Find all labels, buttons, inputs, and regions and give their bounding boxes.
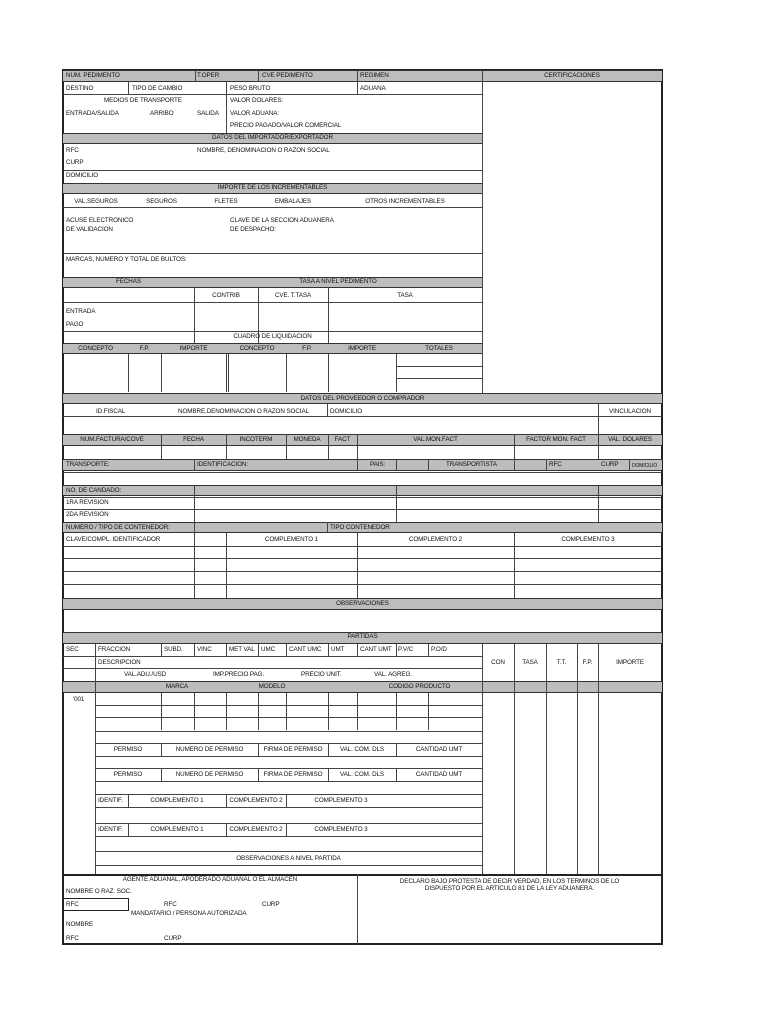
certificaciones-label: CERTIFICACIONES [544, 72, 600, 79]
sec-label: SEC [66, 646, 79, 653]
2da-revision-label: 2DA REVISION [66, 511, 109, 518]
nombre-raz-label: NOMBRE O RAZ. SOC. [66, 888, 132, 895]
mandatario-label: MANDATARIO / PERSONA AUTORIZADA [131, 910, 247, 917]
candado-bar [63, 485, 662, 496]
liquidacion-title: CUADRO DE LIQUIDACION [233, 333, 312, 340]
num-permiso-label-2: NUMERO DE PERMISO [175, 771, 244, 778]
no-candado-label: NO. DE CANDADO: [66, 487, 122, 494]
identif-label-2: IDENTIF. [98, 826, 123, 833]
tt-label: T.T. [556, 659, 567, 666]
proveedor-domicilio-label: DOMICILIO [330, 408, 362, 415]
liq-importe-2: IMPORTE [348, 345, 376, 352]
liq-concepto-2: CONCEPTO [239, 345, 275, 352]
fact-label: FACT [334, 436, 351, 443]
fecha-label: FECHA [183, 436, 204, 443]
acuse-label-2: DE VALIDACION [66, 226, 113, 233]
identificacion-label: IDENTIFICACION: [197, 461, 248, 468]
transporte-label: TRANSPORTE: [66, 461, 110, 468]
medios-transporte-label: MEDIOS DE TRANSPORTE [104, 97, 182, 104]
permiso-label-1: PERMISO [113, 746, 143, 753]
fechas-title: FECHAS [116, 278, 141, 285]
footer-rfc-3: RFC [66, 935, 79, 942]
incoterm-label: INCOTERM [239, 436, 273, 443]
clave-seccion-label-2: DE DESPACHO: [230, 226, 276, 233]
otros-incrementables-label: OTROS INCREMENTABLES [365, 198, 445, 205]
partidas-title: PARTIDAS [347, 633, 378, 640]
footer-curp-1: CURP [262, 901, 280, 908]
importe-partida-label: IMPORTE [616, 659, 644, 666]
umt-label: UMT [331, 646, 345, 653]
tasa-partida-label: TASA [522, 659, 538, 666]
importador-curp-label: CURP [66, 159, 84, 166]
contrib-label: CONTRIB [212, 292, 240, 299]
subd-label: SUBD. [164, 646, 183, 653]
importador-title: DATOS DEL IMPORTADOR/EXPORTADOR [212, 134, 333, 141]
descripcion-label: DESCRIPCION [98, 659, 141, 666]
tipo-contenedor-label: TIPO CONTENEDOR [330, 524, 390, 531]
tasa-nivel-title: TASA A NIVEL PEDIMENTO [299, 278, 377, 285]
obs-partida-label: OBSERVACIONES A NIVEL PARTIDA [236, 855, 341, 862]
pais-label: PAIS: [370, 461, 386, 468]
val-dolares-label: VAL. DOLARES [608, 436, 652, 443]
precio-pagado-label: PRECIO PAGADO/VALOR COMERCIAL [230, 122, 342, 129]
liq-fp-1: F.P. [139, 345, 150, 352]
partida-complemento-3-a: COMPLEMENTO 3 [314, 797, 368, 804]
factor-mon-label: FACTOR MON. FACT [526, 436, 586, 443]
contenedor-label: NUMERO / TIPO DE CONTENEDOR: [66, 524, 170, 531]
partida-complemento-2-b: COMPLEMENTO 2 [229, 826, 283, 833]
importador-rfc-label: RFC [66, 147, 79, 154]
num-permiso-label-1: NUMERO DE PERMISO [175, 746, 244, 753]
val-com-label-2: VAL. COM. DLS [339, 771, 385, 778]
acuse-label-1: ACUSE ELECTRONICO [66, 217, 134, 224]
val-seguros-label: VAL.SEGUROS [74, 198, 118, 205]
importador-nombre-label: NOMBRE, DENOMINACION O RAZON SOCIAL [197, 147, 330, 154]
footer-nombre: NOMBRE [66, 921, 94, 928]
tasa-label: TASA [397, 292, 413, 299]
val-adu-label: VAL.ADU./USD [124, 671, 167, 678]
fp-partida-label: F.P. [582, 659, 593, 666]
arribo-label: ARRIBO [150, 110, 174, 117]
vinculacion-label: VINCULACION [609, 408, 651, 415]
met-val-label: MET VAL [229, 646, 255, 653]
permiso-label-2: PERMISO [113, 771, 143, 778]
cve-pedimento-label: CVE PEDIMENTO [262, 72, 313, 79]
precio-unit-label: PRECIO UNIT. [301, 671, 342, 678]
liq-concepto-1: CONCEPTO [78, 345, 113, 352]
destino-label: DESTINO [66, 85, 94, 92]
clave-seccion-label-1: CLAVE DE LA SECCION ADUANERA [230, 217, 334, 224]
pago-label: PAGO [66, 321, 84, 328]
liq-importe-1: IMPORTE [179, 345, 208, 352]
footer-rfc-1: RFC [66, 901, 79, 908]
transporte-rfc-label: RFC [549, 461, 562, 468]
footer-curp-2: CURP [164, 935, 182, 942]
marca-label: MARCA [165, 683, 189, 690]
transporte-curp-label: CURP [601, 461, 619, 468]
partida-complemento-1-a: COMPLEMENTO 1 [150, 797, 204, 804]
importador-domicilio-label: DOMICILIO [66, 172, 98, 179]
imp-precio-label: IMP.PRECIO PAG. [213, 671, 265, 678]
umc-label: UMC [261, 646, 276, 653]
val-agreg-label: VAL. AGREG. [374, 671, 412, 678]
partida-complemento-3-b: COMPLEMENTO 3 [314, 826, 368, 833]
salida-label: SALIDA [197, 110, 219, 117]
num-pedimento-label: NUM. PEDIMENTO [66, 72, 120, 79]
proveedor-nombre-label: NOMBRE,DENOMINACION O RAZON SOCIAL [178, 408, 309, 415]
transporte-bar [63, 459, 662, 471]
valor-dolares-label: VALOR DOLARES: [230, 97, 284, 104]
val-com-label-1: VAL. COM. DLS [339, 746, 385, 753]
footer-rfc-2: RFC [164, 901, 177, 908]
proveedor-title: DATOS DEL PROVEEDOR O COMPRADOR [300, 395, 425, 402]
fletes-label: FLETES [214, 198, 238, 205]
con-label: CON [491, 659, 505, 666]
declaro-line-1: DECLARO BAJO PROTESTA DE DECIR VERDAD, EN LOS TERMINOS DE LO [399, 878, 620, 885]
complemento-2-label: COMPLEMENTO 2 [408, 536, 463, 543]
liq-fp-2: F.P. [302, 345, 312, 352]
partida-complemento-1-b: COMPLEMENTO 1 [150, 826, 204, 833]
complemento-3-label: COMPLEMENTO 3 [561, 536, 615, 543]
codigo-producto-label: CODIGO PRODUCTO [388, 683, 451, 690]
complemento-1-label: COMPLEMENTO 1 [264, 536, 319, 543]
modelo-label: MODELO [258, 683, 286, 690]
observaciones-title: OBSERVACIONES [336, 600, 389, 607]
embalajes-label: EMBALAJES [274, 198, 312, 205]
cant-umt-label: CANT UMT [360, 646, 392, 653]
entrada-label: ENTRADA [66, 308, 96, 315]
peso-bruto-label: PESO BRUTO [230, 85, 271, 92]
val-mon-fact-label: VAL.MON.FACT [413, 436, 458, 443]
t-oper-label: T.OPER [197, 72, 220, 79]
incrementables-title: IMPORTE DE LOS INCREMENTABLES [217, 184, 328, 191]
agente-label: AGENTE ADUANAL, APODERADO ADUANAL O EL ALMACEN [122, 876, 298, 883]
marcas-label: MARCAS, NUMERO Y TOTAL DE BULTOS: [66, 256, 187, 263]
moneda-label: MONEDA [293, 436, 321, 443]
firma-permiso-label-2: FIRMA DE PERMISO [263, 771, 323, 778]
firma-permiso-label-1: FIRMA DE PERMISO [263, 746, 323, 753]
regimen-label: REGIMEN [360, 72, 389, 79]
cve-tasa-label: CVE. T.TASA [274, 292, 312, 299]
valor-aduana-label: VALOR ADUANA: [230, 110, 279, 117]
cantidad-umt-label-1: CANTIDAD UMT [415, 746, 463, 753]
aduana-label: ADUANA [360, 85, 386, 92]
transportista-label: TRANSPORTISTA [446, 461, 497, 468]
num-factura-label: NUM.FACTURA/COVE [80, 436, 144, 443]
identif-label-1: IDENTIF. [98, 797, 123, 804]
cant-umc-label: CANT UMC [289, 646, 322, 653]
pvc-label: P.V/C [398, 646, 414, 653]
vinc-label: VINC [197, 646, 212, 653]
tipo-cambio-label: TIPO DE CAMBIO [132, 85, 183, 92]
transporte-domicilio-label: DOMICILIO [632, 463, 658, 469]
cantidad-umt-label-2: CANTIDAD UMT [415, 771, 463, 778]
sec-value: '001 [73, 696, 85, 703]
1ra-revision-label: 1RA REVISION [66, 499, 109, 506]
id-fiscal-label: ID.FISCAL [96, 408, 126, 415]
clave-compl-label: CLAVE/COMPL. IDENTIFICADOR [66, 536, 161, 543]
entrada-salida-label: ENTRADA/SALIDA [66, 110, 119, 117]
partida-complemento-2-a: COMPLEMENTO 2 [229, 797, 283, 804]
pod-label: P.O/D [431, 646, 447, 653]
liq-totales: TOTALES [425, 345, 453, 352]
seguros-label: SEGUROS [146, 198, 177, 205]
fraccion-label: FRACCION [98, 646, 131, 653]
declaro-line-2: DISPUESTO POR EL ARTICULO 81 DE LA LEY ADUANERA. [424, 885, 595, 892]
